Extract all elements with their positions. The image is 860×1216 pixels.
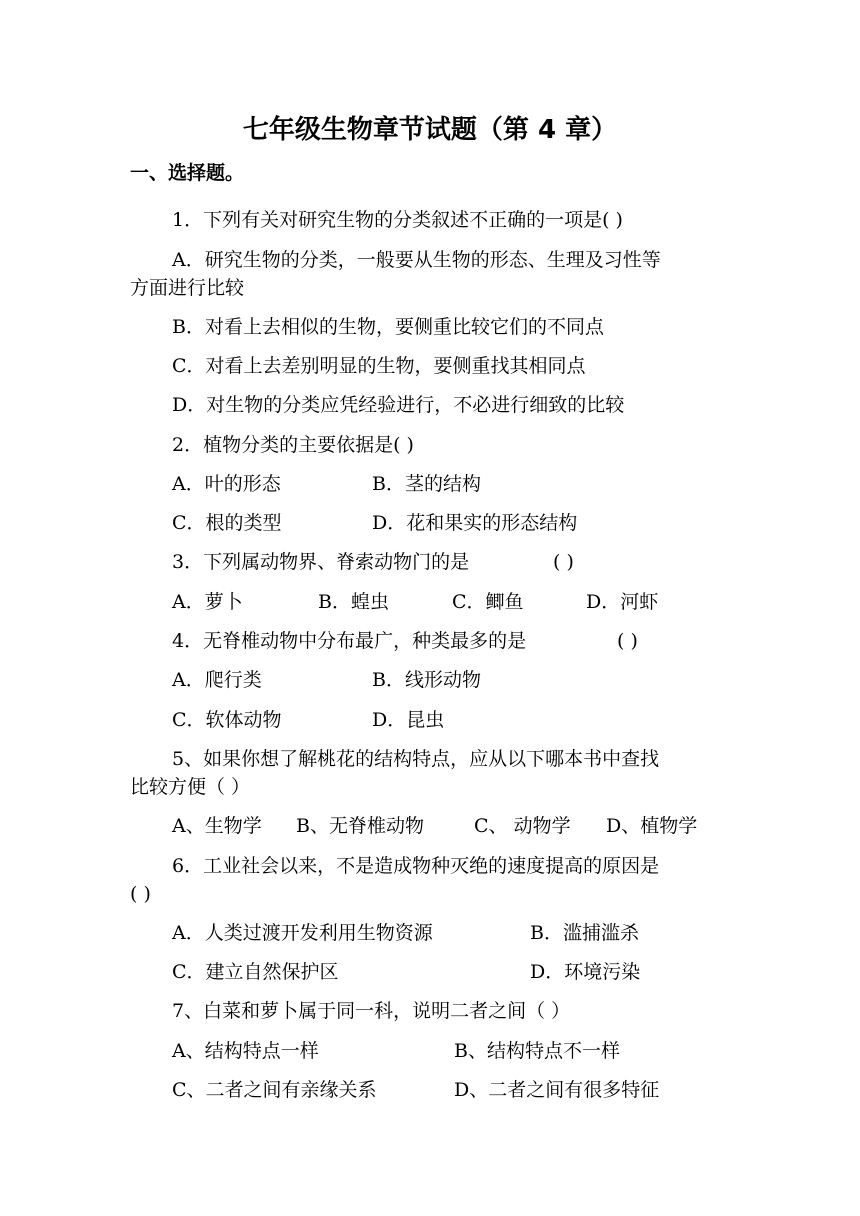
question-7-stem: 7、白菜和萝卜属于同一科，说明二者之间（ ） [172,1000,571,1022]
question-1-stem: 1．下列有关对研究生物的分类叙述不正确的一项是( ) [172,209,623,231]
question-5-stem-cont: 比较方便（ ） [130,776,251,798]
question-6-stem-cont: ( ) [130,883,151,905]
question-2-option-c: C．根的类型 [172,512,282,534]
question-4-option-a: A．爬行类 [172,669,262,691]
question-3-option-d: D．河虾 [586,591,659,613]
question-2-option-d: D．花和果实的形态结构 [372,512,578,534]
question-2-option-b: B．茎的结构 [372,473,481,495]
question-4-stem: 4．无脊椎动物中分布最广，种类最多的是 [172,630,527,652]
question-6-option-d: D．环境污染 [530,961,641,983]
question-1-option-d: D．对生物的分类应凭经验进行，不必进行细致的比较 [172,394,625,416]
section-heading: 一、选择题。 [130,162,245,184]
question-2-option-a: A．叶的形态 [172,473,281,495]
question-1-option-a-cont: 方面进行比较 [130,277,245,299]
question-5-stem: 5、如果你想了解桃花的结构特点，应从以下哪本书中查找 [172,748,660,770]
question-5-option-c: C、 动物学 [474,815,571,837]
question-3-option-c: C．鲫鱼 [452,591,524,613]
question-3-option-b: B．蝗虫 [318,591,389,613]
question-5-option-b: B、无脊椎动物 [296,815,424,837]
question-4-option-c: C．软体动物 [172,709,282,731]
question-1-option-c: C．对看上去差别明显的生物，要侧重找其相同点 [172,355,586,377]
exam-title: 七年级生物章节试题（第 4 章） [242,115,618,145]
question-5-option-a: A、生物学 [172,815,262,837]
question-4-option-d: D．昆虫 [372,709,445,731]
question-5-option-d: D、植物学 [606,815,698,837]
question-7-option-b: B、结构特点不一样 [454,1040,620,1062]
question-2-stem: 2．植物分类的主要依据是( ) [172,434,414,456]
question-3-option-a: A．萝卜 [172,591,243,613]
question-1-option-a: A．研究生物的分类，一般要从生物的形态、生理及习性等 [172,249,661,271]
question-7-option-a: A、结构特点一样 [172,1040,319,1062]
question-1-option-b: B．对看上去相似的生物，要侧重比较它们的不同点 [172,316,604,338]
question-6-option-c: C．建立自然保护区 [172,961,339,983]
question-6-stem: 6．工业社会以来，不是造成物种灭绝的速度提高的原因是 [172,855,660,877]
question-4-answer-blank: ( ) [617,630,638,652]
question-6-option-b: B．滥捕滥杀 [530,922,639,944]
question-7-option-d: D、二者之间有很多特征 [454,1079,660,1101]
question-6-option-a: A．人类过渡开发利用生物资源 [172,922,433,944]
question-3-answer-blank: ( ) [553,551,574,573]
question-7-option-c: C、二者之间有亲缘关系 [172,1079,377,1101]
question-3-stem: 3．下列属动物界、脊索动物门的是 [172,551,470,573]
question-4-option-b: B．线形动物 [372,669,481,691]
